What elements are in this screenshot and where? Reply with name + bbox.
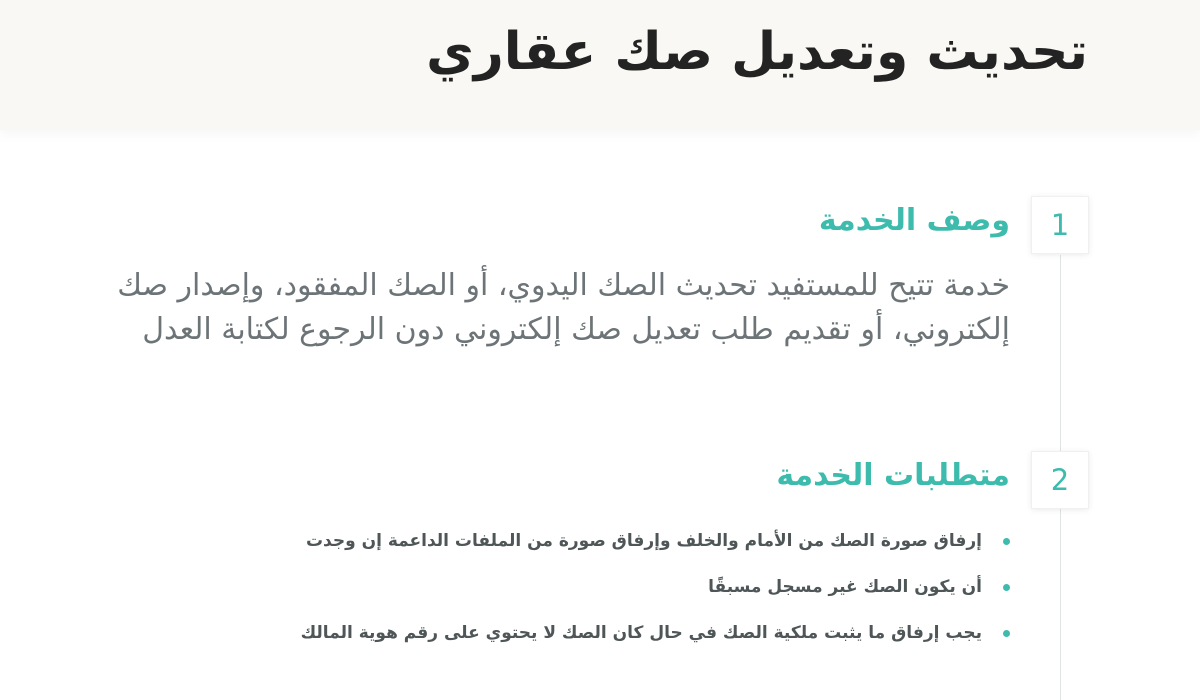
step-number-1: 1	[1031, 196, 1089, 254]
requirement-text: يجب إرفاق ما يثبت ملكية الصك في حال كان الصك لا يحتوي على رقم هوية المالك	[300, 623, 982, 643]
service-description-text: خدمة تتيح للمستفيد تحديث الصك اليدوي، أو الصك المفقود، وإصدار صك إلكتروني، أو تقديم طلب تعديل صك إلكتروني دون الرجوع لكتابة العدل	[117, 268, 1010, 347]
dot-bullet-icon	[1003, 630, 1010, 637]
requirement-item	[250, 564, 1010, 610]
service-description-title: وصف الخدمة	[818, 203, 1010, 238]
requirement-text: إرفاق صورة الصك من الأمام والخلف وإرفاق صورة من الملفات الداعمة إن وجدت	[305, 531, 982, 551]
dot-bullet-icon	[1003, 538, 1010, 545]
requirement-text: أن يكون الصك غير مسجل مسبقًا	[708, 577, 982, 597]
dot-bullet-icon	[1003, 584, 1010, 591]
service-requirements-title: متطلبات الخدمة	[776, 458, 1010, 493]
requirements-list	[250, 518, 1010, 656]
page-title: تحديث وتعديل صك عقاري	[426, 22, 1088, 82]
requirement-item	[250, 610, 1010, 656]
requirement-item	[250, 518, 1010, 564]
step-number-2: 2	[1031, 451, 1089, 509]
page-header	[0, 0, 1200, 130]
